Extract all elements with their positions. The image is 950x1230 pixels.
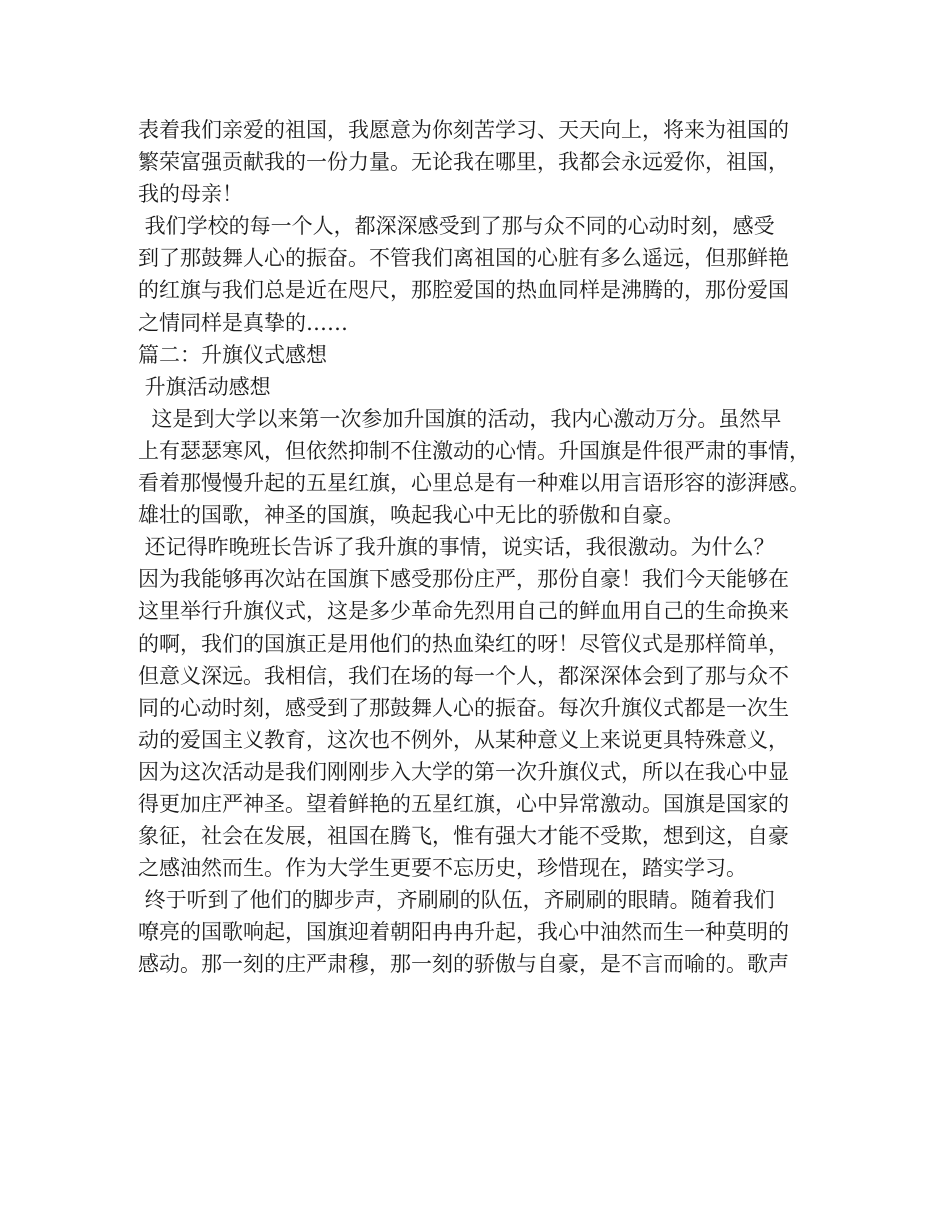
- text-line: 看着那慢慢升起的五星红旗，心里总是有一种难以用言语形容的澎湃感。: [138, 471, 810, 496]
- text-line: 因为这次活动是我们刚刚步入大学的第一次升旗仪式，所以在我心中显: [138, 759, 789, 784]
- text-line: 感动。那一刻的庄严肃穆，那一刻的骄傲与自豪，是不言而喻的。歌声: [138, 952, 789, 977]
- text-line: 表着我们亲爱的祖国，我愿意为你刻苦学习、天天向上，将来为祖国的: [138, 118, 789, 142]
- text-line: 动的爱国主义教育，这次也不例外，从某种意义上来说更具特殊意义，: [138, 727, 789, 752]
- text-line: 上有瑟瑟寒风，但依然抑制不住激动的心情。升国旗是件很严肃的事情，: [138, 438, 810, 463]
- text-line: 但意义深远。我相信，我们在场的每一个人，都深深体会到了那与众不: [138, 663, 789, 688]
- text-line: 这是到大学以来第一次参加升国旗的活动，我内心激动万分。虽然早: [138, 406, 782, 431]
- text-line: 的红旗与我们总是近在咫尺，那腔爱国的热血同样是沸腾的，那份爱国: [138, 278, 789, 303]
- text-line: 我的母亲！: [138, 182, 243, 207]
- text-line: 雄壮的国歌，神圣的国旗，唤起我心中无比的骄傲和自豪。: [138, 503, 684, 528]
- text-line: 因为我能够再次站在国旗下感受那份庄严，那份自豪！我们今天能够在: [138, 567, 789, 592]
- text-line: 得更加庄严神圣。望着鲜艳的五星红旗，心中异常激动。国旗是国家的: [138, 791, 789, 816]
- text-line: 还记得昨晚班长告诉了我升旗的事情，说实话，我很激动。为什么？: [138, 535, 775, 560]
- text-line: 嘹亮的国歌响起，国旗迎着朝阳冉冉升起，我心中油然而生一种莫明的: [138, 920, 789, 945]
- text-line: 终于听到了他们的脚步声，齐刷刷的队伍，齐刷刷的眼睛。随着我们: [138, 888, 775, 913]
- section-heading: 篇二：升旗仪式感想: [138, 342, 327, 367]
- text-line: 之感油然而生。作为大学生更要不忘历史，珍惜现在，踏实学习。: [138, 856, 747, 881]
- text-line: 繁荣富强贡献我的一份力量。无论我在哪里，我都会永远爱你，祖国，: [138, 150, 789, 175]
- text-line: 我们学校的每一个人，都深深感受到了那与众不同的心动时刻，感受: [138, 214, 775, 239]
- document-body: [138, 114, 838, 981]
- text-line: 到了那鼓舞人心的振奋。不管我们离祖国的心脏有多么遥远，但那鲜艳: [138, 246, 789, 271]
- article-title: 升旗活动感想: [138, 374, 271, 399]
- text-line: 同的心动时刻，感受到了那鼓舞人心的振奋。每次升旗仪式都是一次生: [138, 695, 789, 720]
- text-line: 的啊，我们的国旗正是用他们的热血染红的呀！尽管仪式是那样简单，: [138, 631, 789, 656]
- text-line: 象征，社会在发展，祖国在腾飞，惟有强大才能不受欺，想到这，自豪: [138, 824, 789, 849]
- text-line: 这里举行升旗仪式，这是多少革命先烈用自己的鲜血用自己的生命换来: [138, 599, 789, 624]
- text-line: 之情同样是真挚的……: [138, 310, 348, 335]
